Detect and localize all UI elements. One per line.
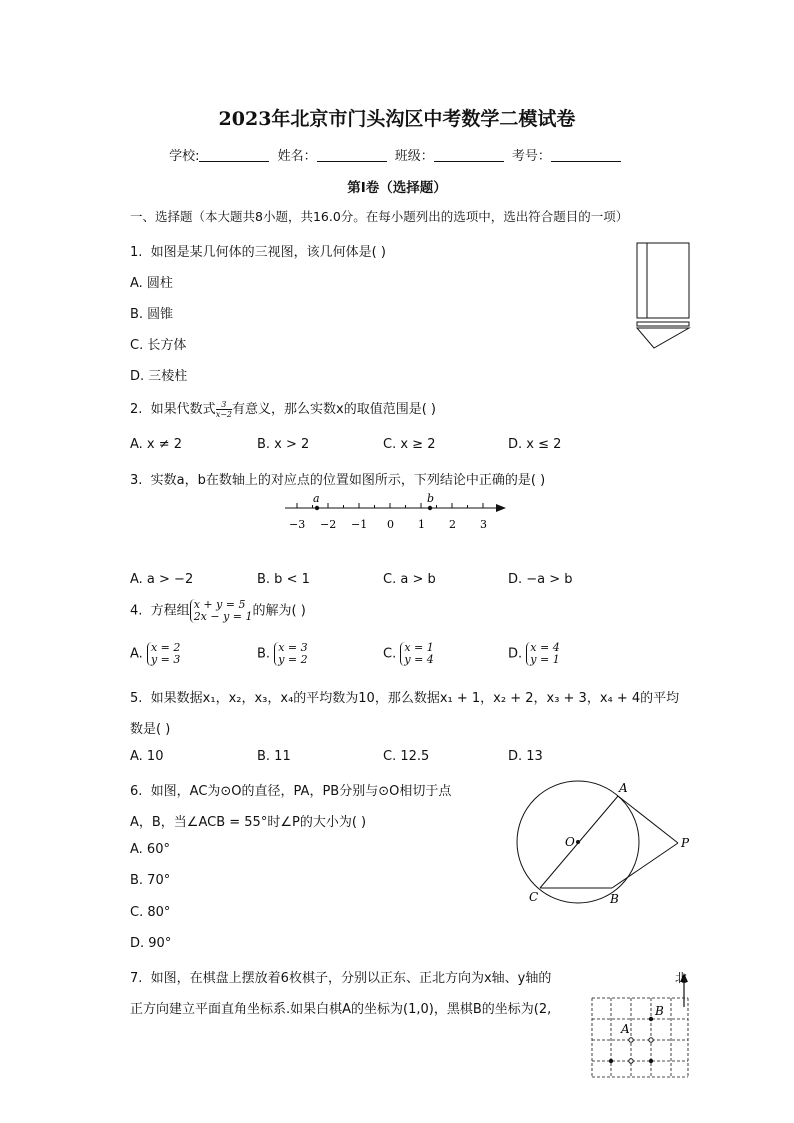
north-label: 北: [675, 971, 688, 985]
white-piece: [629, 1038, 633, 1042]
equation-2: 2x − y = 1: [193, 610, 253, 623]
q2-option-b[interactable]: B. x > 2: [257, 437, 310, 452]
board-grid: [592, 998, 688, 1077]
point-b: [428, 506, 432, 510]
q5-option-a[interactable]: A. 10: [130, 749, 164, 764]
axis-tick-label: 1: [418, 518, 425, 531]
class-blank[interactable]: [434, 149, 504, 162]
tangent-pb: [612, 843, 678, 888]
question-3: [130, 469, 545, 488]
fraction-denominator: x−2: [215, 410, 232, 419]
question-text-before: 如果代数式: [150, 402, 216, 417]
black-piece: [649, 1017, 653, 1021]
q6-option-b[interactable]: B. 70°: [130, 873, 171, 888]
question-6-line2: A，B，当∠ACB = 55°时∠P的大小为( ): [130, 815, 367, 830]
q3-option-b[interactable]: B. b < 1: [257, 572, 310, 587]
circle-tangent-figure: [505, 775, 705, 910]
q6-option-d[interactable]: D. 90°: [130, 936, 172, 951]
point-a-label: a: [313, 492, 320, 505]
option-system: [147, 642, 180, 666]
black-piece: [649, 1059, 653, 1063]
label-o: O: [565, 835, 575, 849]
q5-option-c[interactable]: C. 12.5: [383, 749, 430, 764]
label-a: A: [619, 781, 628, 795]
question-number: 1.: [130, 245, 143, 260]
q6-option-a[interactable]: A. 60°: [130, 842, 170, 857]
question-text-after: 有意义，那么实数x的取值范围是( ): [232, 402, 436, 417]
front-view: [637, 243, 689, 318]
side-view-band: [637, 322, 689, 326]
label-b: B: [610, 892, 619, 906]
question-7: [130, 967, 551, 986]
option-eq-2: y = 2: [278, 653, 308, 666]
q6-option-c[interactable]: C. 80°: [130, 905, 171, 920]
top-view-triangle: [637, 328, 689, 348]
axis-tick-label: −1: [351, 518, 368, 531]
name-blank[interactable]: [317, 149, 387, 162]
axis-tick-label: 2: [449, 518, 456, 531]
page-title: 2023年北京市门头沟区中考数学二模试卷: [218, 108, 576, 130]
fraction: [216, 400, 232, 419]
axis-tick-label: 3: [480, 518, 487, 531]
axis-arrow: [496, 504, 506, 512]
question-text: 如图，在棋盘上摆放着6枚棋子，分别以正东、正北方向为x轴、y轴的: [150, 971, 552, 986]
question-text: 如图，AC为⊙O的直径，PA，PB分别与⊙O相切于点: [150, 784, 452, 799]
question-text-before: 方程组: [150, 603, 190, 619]
option-label: B.: [257, 646, 271, 662]
option-eq-1: x = 1: [404, 641, 434, 654]
option-label: D.: [508, 646, 523, 662]
q1-option-b[interactable]: B. 圆锥: [130, 307, 174, 322]
option-label: C.: [383, 646, 397, 662]
q3-option-d[interactable]: D. −a > b: [508, 572, 573, 587]
white-piece: [649, 1038, 653, 1042]
question-number: 5.: [130, 691, 143, 706]
question-number: 4.: [130, 603, 143, 619]
option-eq-1: x = 2: [150, 641, 181, 654]
point-b-label: b: [427, 492, 435, 505]
q2-option-d[interactable]: D. x ≤ 2: [508, 437, 562, 452]
white-piece: [629, 1059, 633, 1063]
question-number: 7.: [130, 971, 143, 986]
question-5: [130, 687, 679, 706]
label-b: B: [655, 1004, 664, 1018]
label-c: C: [529, 890, 539, 904]
option-eq-2: y = 4: [404, 653, 434, 666]
question-1: [130, 241, 386, 260]
question-number: 6.: [130, 784, 143, 799]
chessboard-figure: [585, 965, 700, 1083]
q1-option-c[interactable]: C. 长方体: [130, 338, 187, 353]
question-text: 实数a，b在数轴上的对应点的位置如图所示，下列结论中正确的是( ): [150, 473, 546, 488]
equation-system: [190, 599, 253, 623]
question-7-line2: 正方向建立平面直角坐标系.如果白棋A的坐标为(1,0)，黑棋B的坐标为(2,: [130, 1002, 552, 1017]
option-eq-1: x = 4: [530, 641, 560, 654]
question-5-line2: 数是( ): [130, 722, 171, 737]
center-o: [576, 840, 580, 844]
black-piece: [609, 1059, 613, 1063]
q4-option-b[interactable]: [257, 642, 308, 666]
q5-option-d[interactable]: D. 13: [508, 749, 543, 764]
q1-option-a[interactable]: A. 圆柱: [130, 276, 173, 291]
q2-option-a[interactable]: A. x ≠ 2: [130, 437, 183, 452]
axis-tick-label: −2: [320, 518, 337, 531]
question-text: 如图是某几何体的三视图，该几何体是( ): [150, 245, 386, 260]
question-2: [130, 398, 436, 419]
q4-option-d[interactable]: [508, 642, 560, 666]
q3-option-c[interactable]: C. a > b: [383, 572, 436, 587]
name-label: 姓名：: [277, 149, 317, 164]
school-blank[interactable]: [199, 149, 269, 162]
exam-no-label: 考号：: [511, 149, 551, 164]
option-eq-2: y = 3: [150, 653, 181, 666]
section-title: 一、选择题（本大题共8小题，共16.0分。在每小题列出的选项中，选出符合题目的一项）: [130, 209, 629, 224]
question-text: 如果数据x₁，x₂，x₃，x₄的平均数为10，那么数据x₁ + 1，x₂ + 2，x₃ + 3，x₄ + 4的平均: [150, 691, 680, 706]
point-a: [315, 506, 319, 510]
q3-option-a[interactable]: A. a > −2: [130, 572, 194, 587]
fraction-numerator: 3: [216, 400, 232, 410]
part-title: 第Ⅰ卷（选择题）: [347, 180, 447, 196]
number-line-figure: [280, 490, 510, 536]
option-system: [274, 642, 307, 666]
tangent-pa: [618, 796, 678, 843]
option-eq-1: x = 3: [278, 641, 308, 654]
option-label: A.: [130, 646, 143, 662]
axis-tick-label: −3: [289, 518, 306, 531]
question-number: 2.: [130, 402, 143, 417]
three-view-figure: [630, 238, 700, 354]
school-label: 学校:: [169, 149, 200, 164]
label-a: A: [621, 1022, 630, 1036]
q4-option-a[interactable]: [130, 642, 180, 666]
class-label: 班级：: [394, 149, 434, 164]
question-4: [130, 599, 306, 623]
option-system: [526, 642, 559, 666]
student-info: [0, 145, 794, 164]
q1-option-d[interactable]: D. 三棱柱: [130, 369, 188, 384]
axis-tick-label: 0: [387, 518, 394, 531]
question-6: [130, 780, 451, 799]
label-p: P: [681, 836, 690, 850]
exam-no-blank[interactable]: [551, 149, 621, 162]
option-eq-2: y = 1: [530, 653, 560, 666]
q4-option-c[interactable]: [383, 642, 434, 666]
option-system: [400, 642, 433, 666]
q5-option-b[interactable]: B. 11: [257, 749, 291, 764]
question-number: 3.: [130, 473, 143, 488]
question-text-after: 的解为( ): [252, 603, 306, 619]
equation-1: x + y = 5: [193, 598, 246, 611]
q2-option-c[interactable]: C. x ≥ 2: [383, 437, 436, 452]
